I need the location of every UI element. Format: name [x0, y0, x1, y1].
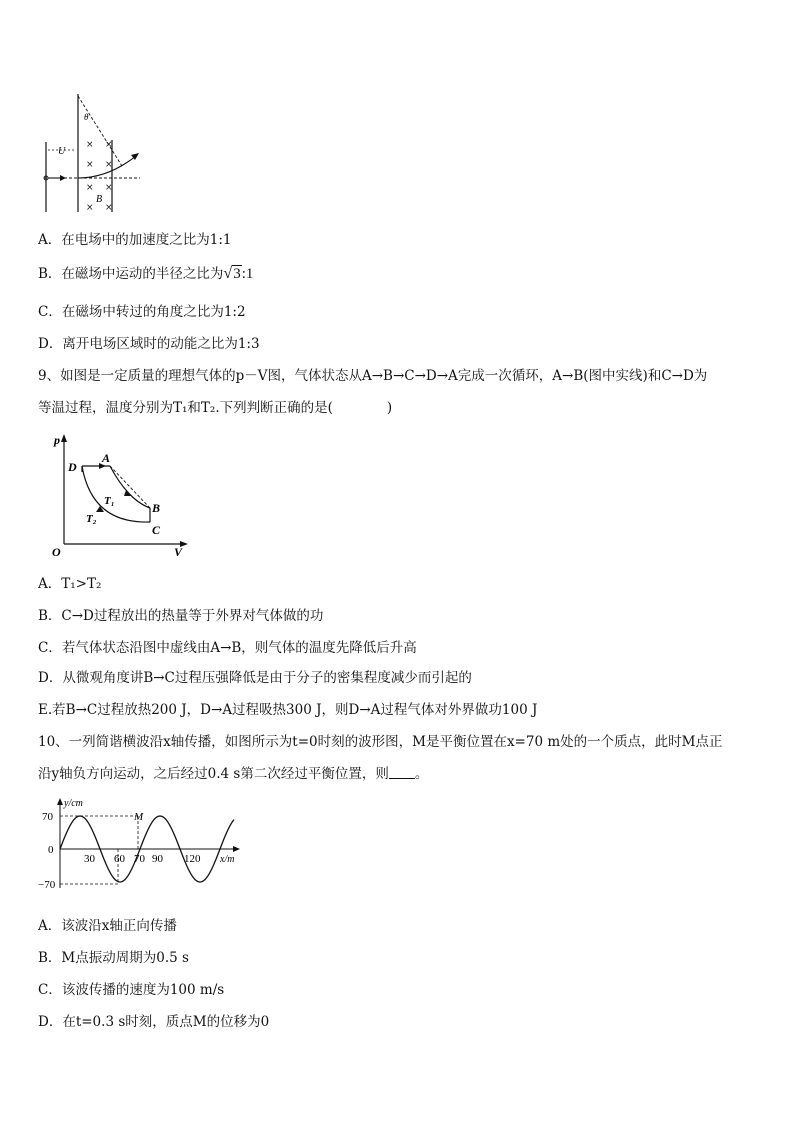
q9-option-d: D．从微观角度讲B→C过程压强降低是由于分子的密集程度减少而引起的 [38, 670, 472, 686]
q10-option-d: D．在t=0.3 s时刻，质点M的位移为0 [38, 1014, 270, 1030]
ratio-tail: :1 [241, 266, 254, 282]
q9-option-a: A．T₁>T₂ [38, 576, 102, 592]
point-a-label: A [102, 451, 111, 465]
svg-text:×: × [105, 203, 113, 213]
v-axis-label: V [174, 545, 183, 558]
y-tick-neg70: −70 [38, 879, 56, 891]
y-axis-label: y/cm [64, 798, 83, 809]
svg-text:×: × [86, 183, 94, 193]
q8-option-a: A．在电场中的加速度之比为1:1 [38, 232, 232, 248]
q8-option-d: D．离开电场区域时的动能之比为1:3 [38, 336, 260, 352]
q8-option-b-text: B．在磁场中运动的半径之比为 [38, 266, 224, 282]
q8-option-b [38, 262, 253, 283]
figure-q10-wave [38, 796, 248, 892]
sqrt-expression: √3:1 [223, 265, 254, 282]
q10-option-a: A．该波沿x轴正向传播 [38, 918, 177, 934]
sqrt-radicand: 3 [233, 266, 241, 282]
q9-option-b: B．C→D过程放出的热量等于外界对气体做的功 [38, 608, 324, 624]
svg-text:×: × [86, 140, 94, 150]
figure-q9-pv-diagram [48, 432, 198, 558]
t2-label: T₂ [86, 513, 97, 525]
x-tick-120: 120 [184, 853, 201, 865]
x-tick-30: 30 [84, 853, 95, 865]
y-tick-70: 70 [42, 811, 53, 823]
x-tick-70: 70 [134, 853, 145, 865]
answer-blank [389, 766, 415, 779]
b-label: B [96, 194, 103, 205]
q10-stem-line2-text: 沿y轴负方向运动，之后经过0.4 s第二次经过平衡位置，则 [38, 766, 389, 782]
svg-text:×: × [86, 160, 94, 170]
svg-text:×: × [86, 203, 94, 213]
q10-stem-line1: 10、一列简谐横波沿x轴传播，如图所示为t=0时刻的波形图，M是平衡位置在x=70 m处的一个质点，此时M点正 [38, 734, 723, 750]
point-b-label: B [152, 501, 161, 515]
svg-text:×: × [105, 160, 113, 170]
p-axis-label: p [54, 433, 60, 447]
origin-label: O [52, 545, 61, 558]
u-label: U [58, 146, 66, 157]
q9-stem-line2: 等温过程，温度分别为T₁和T₂.下列判断正确的是( ) [38, 400, 393, 416]
q10-option-b: B．M点振动周期为0.5 s [38, 950, 189, 966]
x-tick-90: 90 [152, 853, 163, 865]
svg-text:×: × [105, 140, 113, 150]
q9-option-e: E.若B→C过程放热200 J，D→A过程吸热300 J，则D→A过程气体对外界做功100 J [38, 702, 538, 718]
q10-option-c: C．该波传播的速度为100 m/s [38, 982, 225, 998]
svg-text:×: × [105, 183, 113, 193]
point-c-label: C [152, 523, 161, 537]
y-tick-0: 0 [48, 844, 54, 856]
q10-stem-line2-end: 。 [414, 766, 429, 782]
m-point-label: M [134, 811, 144, 823]
point-d-label: D [68, 460, 77, 474]
theta-label: θ [84, 112, 89, 122]
t1-label: T₁ [104, 495, 115, 507]
q9-stem-line1: 9、如图是一定质量的理想气体的p－V图，气体状态从A→B→C→D→A完成一次循环，A→B(图中实线)和C→D为 [38, 368, 708, 384]
x-axis-label: x/m [220, 854, 235, 865]
q9-option-c: C．若气体状态沿图中虚线由A→B，则气体的温度先降低后升高 [38, 640, 417, 656]
x-tick-60: 60 [114, 853, 125, 865]
q8-option-c: C．在磁场中转过的角度之比为1:2 [38, 304, 246, 320]
q10-stem-line2 [38, 762, 428, 782]
figure-q8 [40, 92, 150, 216]
